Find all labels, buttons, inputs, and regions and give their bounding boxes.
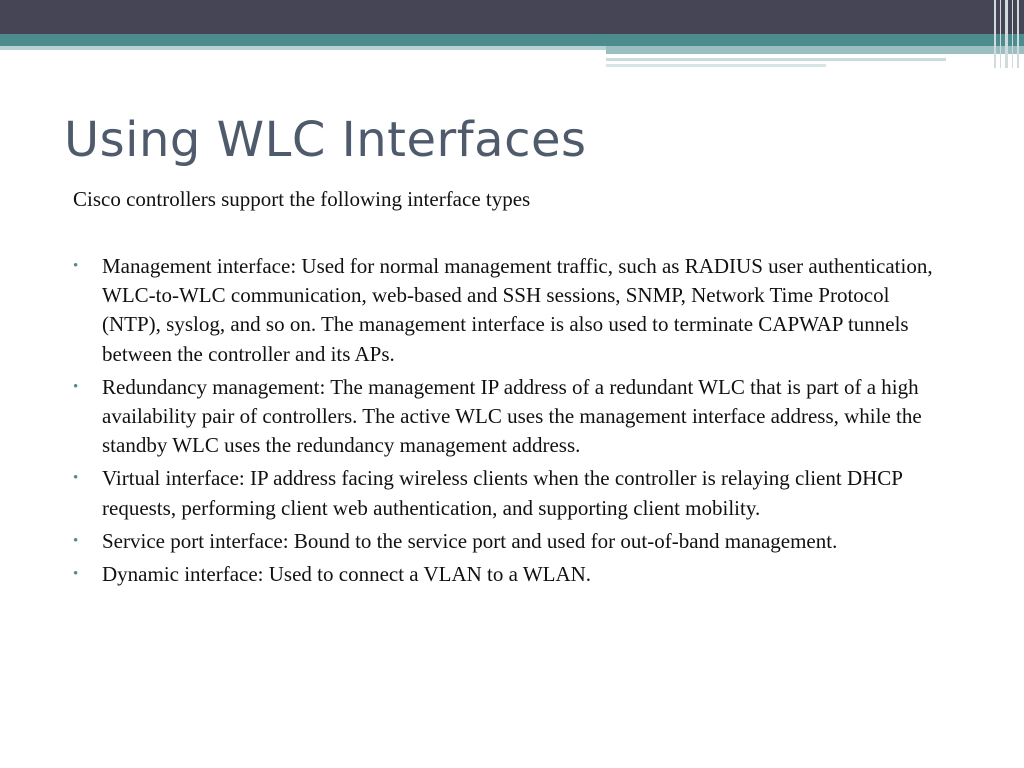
header-band-dark	[0, 0, 1024, 34]
bullet-icon: •	[73, 378, 79, 395]
header-accent-bar	[606, 46, 1024, 54]
bullet-icon: •	[73, 532, 79, 549]
header-band-teal	[0, 34, 1024, 46]
slide-subtitle: Cisco controllers support the following interface types	[73, 187, 531, 211]
bullet-item	[73, 373, 943, 461]
header-accent-line	[606, 58, 946, 61]
bullet-item	[73, 252, 943, 369]
header-accent-line-short	[606, 64, 826, 67]
bullet-icon: •	[73, 470, 79, 487]
bullet-text: Virtual interface: IP address facing wireless clients when the controller is relaying client DHCP requests, performing client web authentication, and supporting client mobility.	[102, 466, 903, 520]
bullet-item	[73, 464, 943, 522]
header-vertical-lines	[990, 0, 1024, 68]
bullet-item	[73, 527, 943, 556]
bullet-text: Service port interface: Bound to the service port and used for out-of-band management.	[102, 528, 838, 553]
bullet-icon: •	[73, 566, 79, 583]
bullet-icon: •	[73, 258, 79, 274]
bullet-text: Redundancy management: The management IP address of a redundant WLC that is part of a high availability pair of controllers. The active WLC uses the management interface address, while the standby WLC uses the redundancy management address.	[102, 374, 922, 458]
bullet-item	[73, 560, 943, 589]
bullet-list	[73, 252, 943, 593]
slide-title: Using WLC Interfaces	[64, 112, 587, 168]
bullet-text: Dynamic interface: Used to connect a VLAN to a WLAN.	[102, 562, 592, 587]
bullet-text: Management interface: Used for normal management traffic, such as RADIUS user authentication, WLC-to-WLC communication, web-based and SSH sessions, SNMP, Network Time Protocol (NTP), syslog, and so on. The management interface is also used to terminate CAPWAP tunnels between the controller and its APs.	[102, 254, 933, 366]
